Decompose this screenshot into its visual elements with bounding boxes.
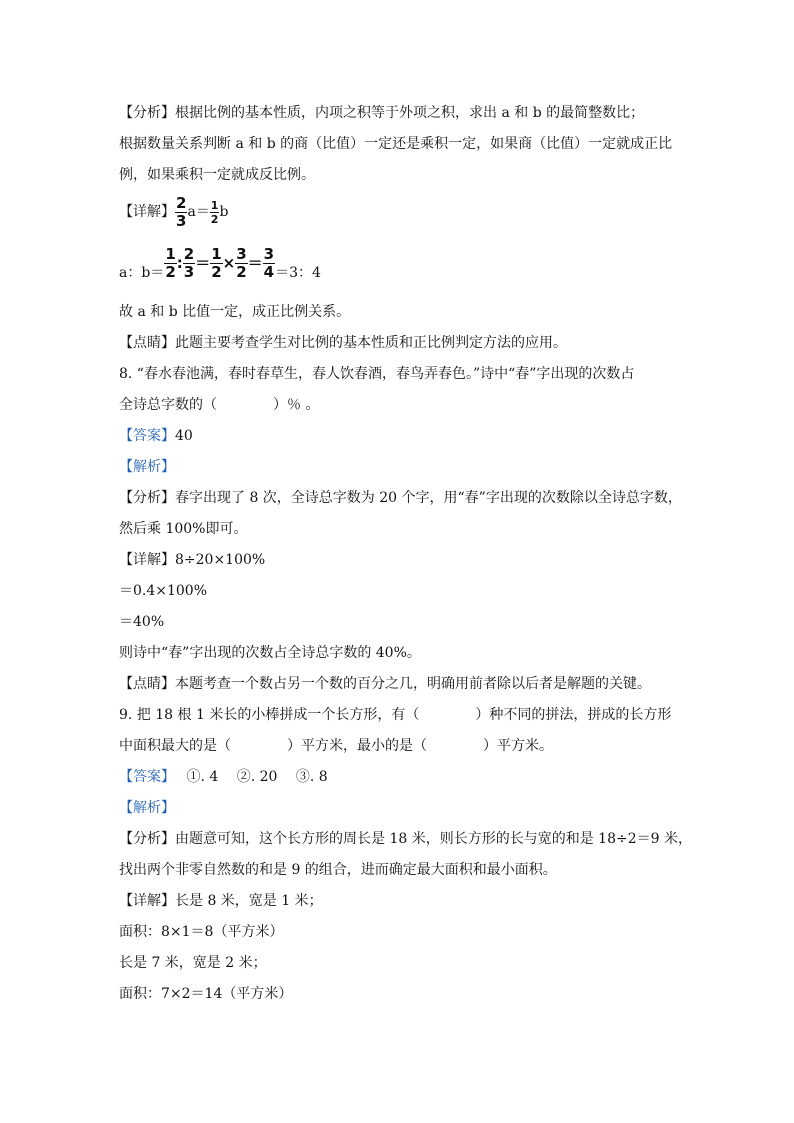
- answer-label: 【答案】: [119, 428, 175, 444]
- fraction-5: $\frac{3}{4}$: [263, 244, 275, 281]
- q9-answer: [119, 768, 328, 786]
- eq2-prefix: a：b＝: [119, 265, 165, 281]
- answer-value: ①. 4 ②. 20 ③. 8: [168, 769, 328, 785]
- ratio-colon: :: [176, 254, 183, 272]
- q8-answer: [119, 427, 193, 445]
- fraction-1: $\frac{1}{2}$: [165, 244, 176, 281]
- q9-analysis-line-1: 【分析】由题意可知，这个长方形的周长是 18 米，则长方形的长与宽的和是 18÷2＝9 米，: [119, 831, 692, 847]
- fraction-two-thirds: $\frac{2}{3}$: [176, 193, 187, 230]
- answer-value: 40: [175, 428, 193, 444]
- q8-explain-label: 【解析】: [119, 459, 175, 475]
- q9-detail-line-4: 面积：7×2＝14（平方米）: [119, 986, 293, 1002]
- q8-question-line-2: 全诗总字数的（ ）％ 。: [119, 397, 320, 413]
- q9-explain-label: 【解析】: [119, 800, 175, 816]
- fraction-3: $\frac{1}{2}$: [211, 244, 222, 281]
- q8-detail-line-4: 则诗中“春”字出现的次数占全诗总字数的 40%。: [119, 645, 421, 661]
- answer-label: 【答案】: [119, 769, 168, 785]
- q9-detail-line-3: 长是 7 米，宽是 2 米；: [119, 955, 267, 971]
- eq1-end: b: [219, 204, 229, 220]
- q8-detail-line-1: 【详解】8÷20×100%: [119, 552, 266, 568]
- q8-analysis-line-1: 【分析】春字出现了 8 次，全诗总字数为 20 个字，用“春”字出现的次数除以全诗总字数，: [119, 490, 682, 506]
- q7-detail-label: 【详解】: [119, 204, 175, 220]
- q9-question-line-1: 9. 把 18 根 1 米长的小棒拼成一个长方形，有（ ）种不同的拼法，拼成的长方形: [119, 707, 672, 723]
- q8-remark: 【点睛】本题考查一个数占另一个数的百分之几，明确用前者除以后者是解题的关键。: [119, 676, 651, 692]
- equals-sign: ＝: [247, 254, 263, 272]
- q7-detail-equation-2: [119, 240, 321, 296]
- q7-analysis-line-3: 例，如果乘积一定就成反比例。: [119, 167, 315, 183]
- q8-detail-line-3: ＝40%: [119, 614, 165, 630]
- q9-detail-line-2: 面积：8×1＝8（平方米）: [119, 924, 284, 940]
- q7-conclusion: 故 a 和 b 比值一定，成正比例关系。: [119, 304, 351, 320]
- eq1-mid: a＝: [187, 204, 210, 220]
- q8-analysis-line-2: 然后乘 100%即可。: [119, 521, 248, 537]
- fraction-one-half: $\frac{1}{2}$: [210, 198, 219, 226]
- q7-analysis-line-2: 根据数量关系判断 a 和 b 的商（比值）一定还是乘积一定，如果商（比值）一定就成正比: [119, 136, 673, 152]
- q9-analysis-line-2: 找出两个非零自然数的和是 9 的组合，进而确定最大面积和最小面积。: [119, 862, 557, 878]
- q8-detail-line-2: ＝0.4×100%: [119, 583, 208, 599]
- q7-detail-equation-1: [119, 192, 228, 232]
- times-sign: ×: [222, 254, 236, 272]
- fraction-2: $\frac{2}{3}$: [183, 244, 195, 281]
- q7-analysis-line-1: 【分析】根据比例的基本性质，内项之积等于外项之积，求出 a 和 b 的最简整数比；: [119, 105, 645, 121]
- q9-detail-line-1: 【详解】长是 8 米，宽是 1 米；: [119, 893, 323, 909]
- q8-question-line-1: 8. “春水春池满，春时春草生，春人饮春酒，春鸟弄春色。”诗中“春”字出现的次数占: [119, 366, 635, 382]
- q9-question-line-2: 中面积最大的是（ ）平方米，最小的是（ ）平方米。: [119, 738, 553, 754]
- q7-remark: 【点睛】此题主要考查学生对比例的基本性质和正比例判定方法的应用。: [119, 335, 567, 351]
- eq2-suffix: ＝3：4: [275, 265, 321, 281]
- fraction-4: $\frac{3}{2}$: [236, 244, 247, 281]
- equals-sign: ＝: [195, 254, 211, 272]
